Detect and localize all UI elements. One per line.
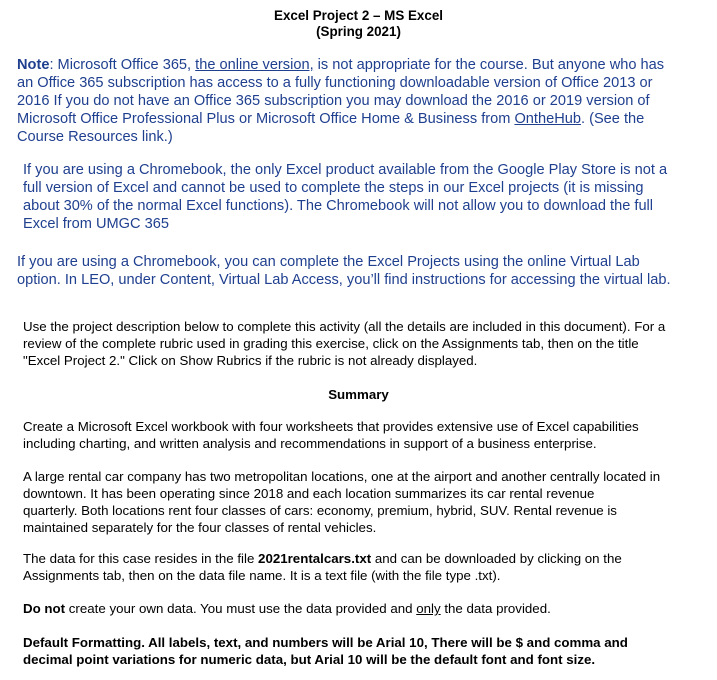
chromebook2-line-2: option. In LEO, under Content, Virtual Lab Access, you’ll find instructions for accessing the virtual lab. bbox=[17, 272, 671, 288]
summary-line-2: including charting, and written analysis and recommendations in support of a business enterprise. bbox=[23, 436, 597, 451]
note-line-3: 2016 If you do not have an Office 365 subscription you may download the 2016 or 2019 version of bbox=[17, 93, 650, 109]
company-paragraph bbox=[23, 468, 703, 536]
formatting-line-1: Default Formatting. All labels, text, and numbers will be Arial 10, There will be $ and comma and bbox=[23, 635, 628, 650]
page-subtitle: (Spring 2021) bbox=[316, 24, 401, 39]
chromebook1-line-2: full version of Excel and cannot be used to complete the steps in our Excel projects (it is missing bbox=[23, 180, 644, 196]
warning-line bbox=[23, 600, 703, 617]
company-line-2: downtown. It has been operating since 2018 and each location summarizes its car rental revenue bbox=[23, 486, 595, 501]
intro-line-1: Use the project description below to complete this activity (all the details are included in this document). For a bbox=[23, 319, 666, 334]
warning-text: create your own data. You must use the data provided and bbox=[65, 601, 417, 616]
intro-line-3: "Excel Project 2." Click on Show Rubrics if the rubric is not already displayed. bbox=[23, 353, 478, 368]
note-text: . (See the bbox=[580, 111, 645, 127]
chromebook1-line-1: If you are using a Chromebook, the only Excel product available from the Google Play Store is not a bbox=[23, 162, 668, 178]
page-title: Excel Project 2 – MS Excel bbox=[274, 8, 443, 23]
chromebook1-line-4: Excel from UMGC 365 bbox=[23, 216, 169, 232]
note-label: Note bbox=[17, 57, 50, 73]
only-emphasis: only bbox=[416, 601, 441, 616]
company-line-3: quarterly. Both locations rent four classes of cars: economy, premium, hybrid, SUV. Rental revenue is bbox=[23, 503, 617, 518]
intro-paragraph bbox=[23, 318, 703, 369]
onthehub-link[interactable]: OnthеHub bbox=[514, 111, 581, 127]
do-not-emphasis: Do not bbox=[23, 601, 66, 616]
data-file-line-2: Assignments tab, then on the data file name. It is a text file (with the file type .txt). bbox=[23, 568, 501, 583]
data-file-text: The data for this case resides in the file bbox=[23, 551, 259, 566]
company-line-1: A large rental car company has two metropolitan locations, one at the airport and another centrally located in bbox=[23, 469, 661, 484]
formatting-line-2: decimal point variations for numeric data, but Arial 10 will be the default font and font size. bbox=[23, 652, 596, 667]
note-text: is not appropriate for the course. But anyone who has bbox=[313, 57, 665, 73]
data-file-text: and can be downloaded by clicking on the bbox=[371, 551, 622, 566]
chromebook-note-1 bbox=[23, 161, 713, 233]
intro-line-2: review of the complete rubric used in grading this exercise, click on the Assignments tab, then on the title bbox=[23, 336, 639, 351]
online-version-link[interactable]: the online version, bbox=[195, 57, 314, 73]
warning-paragraph bbox=[23, 600, 703, 617]
summary-paragraph bbox=[23, 418, 703, 452]
note-text: : Microsoft Office 365, bbox=[49, 57, 196, 73]
summary-heading: Summary bbox=[328, 387, 389, 402]
note-line-2: an Office 365 subscription has access to a fully functioning downloadable version of Office 2013 or bbox=[17, 75, 653, 91]
summary-line-1: Create a Microsoft Excel workbook with four worksheets that provides extensive use of Excel capabilities bbox=[23, 419, 639, 434]
data-file-name: 2021rentalcars.txt bbox=[258, 551, 372, 566]
chromebook2-line-1: If you are using a Chromebook, you can complete the Excel Projects using the online Virtual Lab bbox=[17, 254, 640, 270]
note-line-5: Course Resources link.) bbox=[17, 129, 173, 145]
chromebook-note-2 bbox=[17, 253, 714, 289]
warning-text: the data provided. bbox=[440, 601, 551, 616]
data-file-paragraph bbox=[23, 550, 703, 584]
office-note bbox=[17, 56, 707, 146]
company-line-4: maintained separately for the four classes of rental vehicles. bbox=[23, 520, 377, 535]
note-line-4 bbox=[17, 110, 707, 128]
note-text: Microsoft Office Professional Plus or Microsoft Office Home & Business from bbox=[17, 111, 515, 127]
note-line-1 bbox=[17, 56, 707, 74]
formatting-paragraph bbox=[23, 634, 703, 668]
chromebook1-line-3: about 30% of the normal Excel functions). The Chromebook will not allow you to download the full bbox=[23, 198, 654, 214]
data-file-line-1 bbox=[23, 550, 703, 567]
